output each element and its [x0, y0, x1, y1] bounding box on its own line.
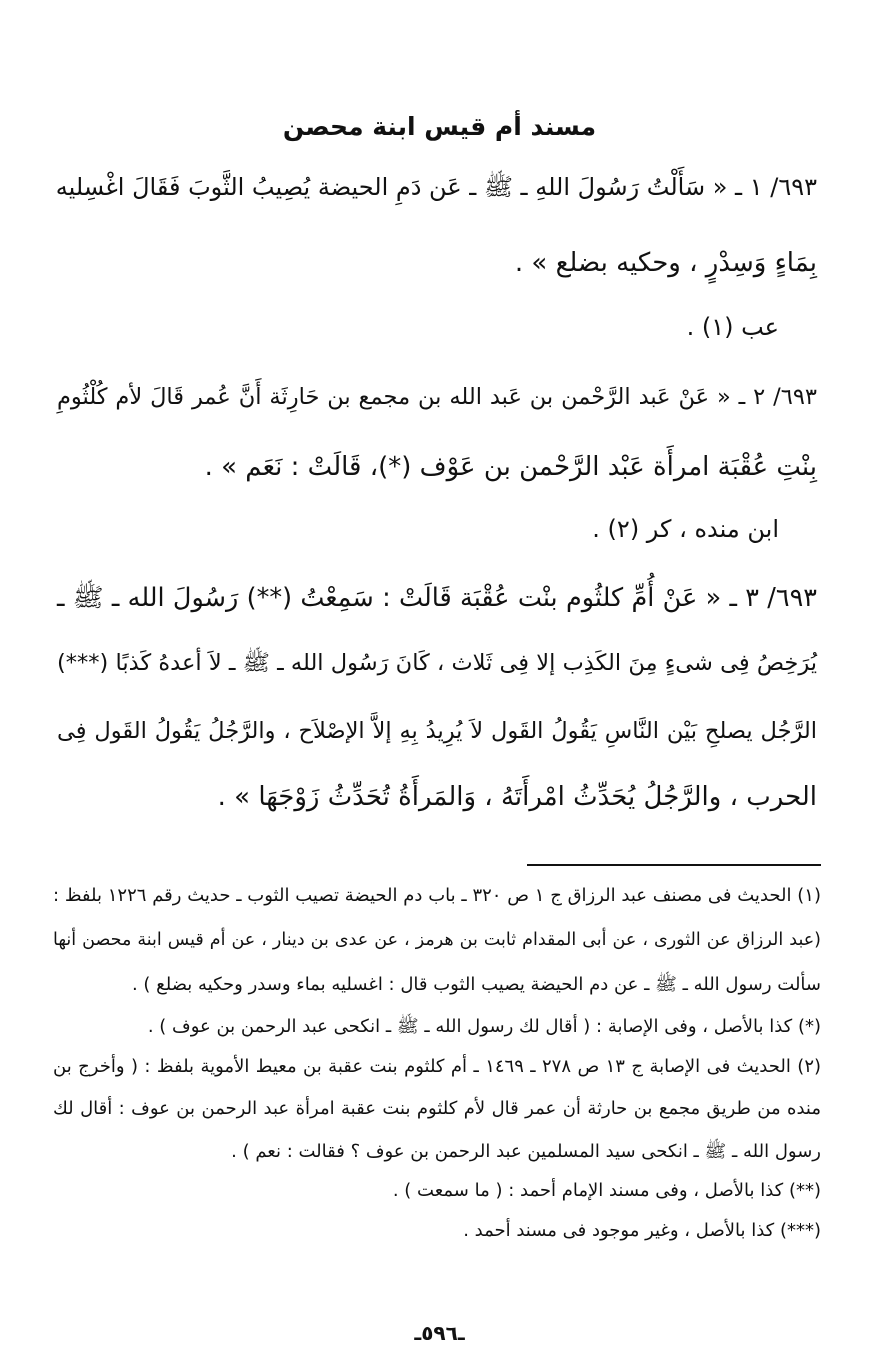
- footnote-divider: [527, 864, 821, 866]
- footnote-2-line-1: (٢) الحديث فى الإصابة ج ١٣ ص ٢٧٨ ـ ١٤٦٩ ـ أم كلثوم بنت عقبة بن معيط الأموية بلفظ : ( وأخرج بن: [53, 1056, 822, 1077]
- footnote-star-1: (*) كذا بالأصل ، وفى الإصابة : ( أقال لك رسول الله ـ ﷺ ـ انكحى عبد الرحمن بن عوف ) .: [147, 1016, 821, 1037]
- footnote-1-line-2: (عبد الرزاق عن الثورى ، عن أبى المقدام ثابت بن هرمز ، عن عدى بن دينار ، عن أم قيس ابنة محصن أنها: [53, 930, 821, 950]
- hadith-2-line-2: بِنْتِ عُقْبَة امرأَة عَبْد الرَّحْمن بن عَوْف (*)، قَالَتْ : نَعَم » .: [204, 452, 817, 482]
- hadith-3-line-1: ٦٩٣/ ٣ ـ « عَنْ أُمِّ كلثُوم بنْت عُقْبَة قَالَتْ : سَمِعْتُ (**) رَسُولَ الله ـ ﷺ ـ: [57, 583, 817, 613]
- footnote-1-line-1: (١) الحديث فى مصنف عبد الرزاق ج ١ ص ٣٢٠ ـ باب دم الحيضة تصيب الثوب ـ حديث رقم ١٢٢٦ بلفظ :: [53, 885, 821, 906]
- hadith-3-line-2: يُرَخِصُ فِى شىءٍ مِنَ الكَذِب إلا فِى ثَلاث ، كَانَ رَسُول الله ـ ﷺ ـ لاَ أعدهُ كَذبًا (***): [57, 650, 817, 676]
- footnote-star-3: (***) كذا بالأصل ، وغير موجود فى مسند أحمد .: [463, 1220, 821, 1241]
- footnote-1-line-3: سألت رسول الله ـ ﷺ ـ عن دم الحيضة يصيب الثوب قال : اغسليه بماء وسدر وحكيه بضلع ) .: [131, 974, 821, 995]
- footnote-2-line-2: منده من طريق مجمع بن حارثة أن عمر قال لأم كلثوم بنت عقبة امرأة عبد الرحمن بن عوف : أقال لك: [53, 1098, 821, 1119]
- hadith-3-line-4: الحرب ، والرَّجُلُ يُحَدِّثُ امْرأَتَهُ ، وَالمَرأَةُ تُحَدِّثُ زَوْجَهَا » .: [217, 782, 817, 812]
- hadith-2-source: ابن منده ، كر (٢) .: [592, 515, 779, 543]
- hadith-1-line-1: ٦٩٣/ ١ ـ « سَأَلْتُ رَسُولَ اللهِ ـ ﷺ ـ عَن دَمِ الحيضة يُصِيبُ الثَّوبَ فَقَالَ اغْسِليه: [55, 173, 817, 201]
- footnote-star-2: (**) كذا بالأصل ، وفى مسند الإمام أحمد : ( ما سمعت ) .: [392, 1180, 821, 1201]
- page-number: ـ٥٩٦ـ: [414, 1321, 465, 1345]
- hadith-3-line-3: الرَّجُل يصلحِ بَيْن النَّاسِ يَقُولُ القَول لاَ يُرِيدُ بِهِ إلاَّ الإصْلاَح ، والرَّجُلُ يَقُولُ القَول فِى: [57, 718, 817, 744]
- section-heading: مسند أم قيس ابنة محصن: [282, 112, 597, 141]
- hadith-1-line-2: بِمَاءٍ وَسِدْرٍ ، وحكيه بضلع » .: [514, 248, 817, 278]
- footnote-2-line-3: رسول الله ـ ﷺ ـ انكحى سيد المسلمين عبد الرحمن بن عوف ؟ فقالت : نعم ) .: [231, 1141, 821, 1162]
- hadith-2-line-1: ٦٩٣/ ٢ ـ « عَنْ عَبد الرَّحْمن بن عَبد الله بن مجمع بن حَارِثَة أَنَّ عُمر قَالَ لأم كُلْثُومِ: [57, 384, 818, 410]
- hadith-1-source: عب (١) .: [686, 313, 779, 341]
